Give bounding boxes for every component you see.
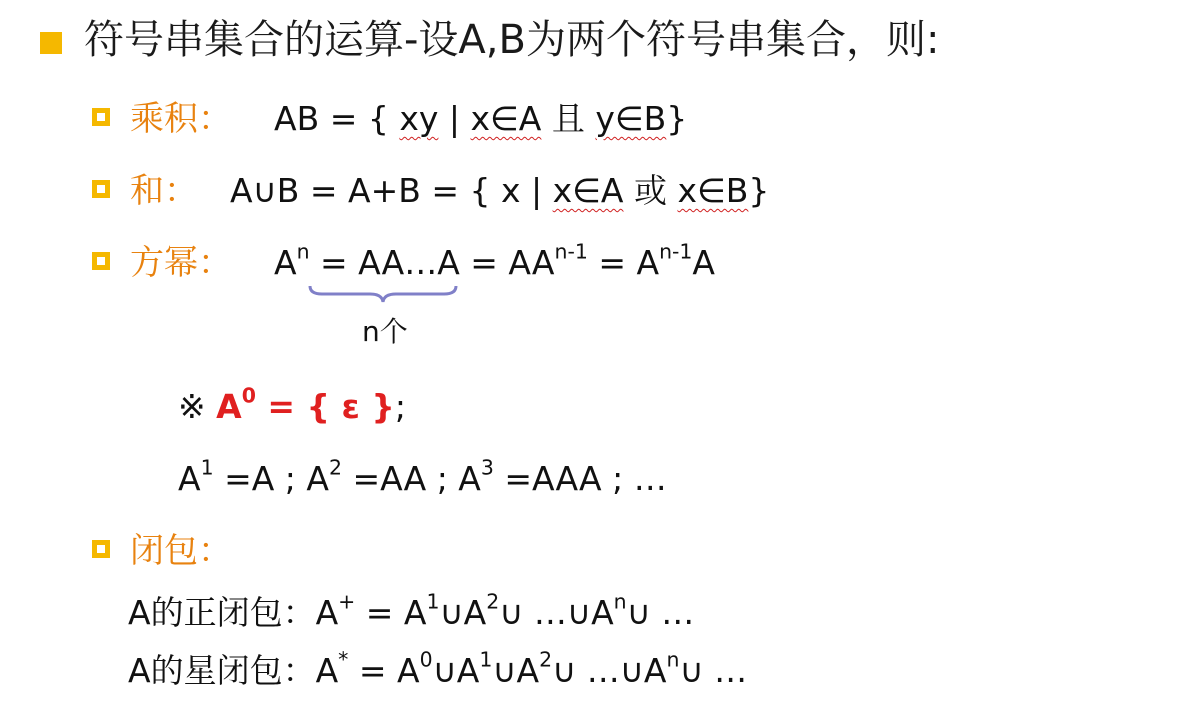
underbrace-icon <box>308 284 458 304</box>
bullet-square-icon <box>40 32 62 54</box>
power-expression: $A^n$ = AA…A = $AA^{n-1} = A^{n-1}A$ <box>274 239 715 282</box>
hollow-square-icon <box>92 540 110 558</box>
union-label: 和： <box>130 171 198 211</box>
product-label: 乘积： <box>130 99 232 139</box>
positive-closure-line: A的正闭包：$A^+ = A^1\cup A^2\cup$ $\dots\cup A^n\cup$ … <box>128 589 695 632</box>
hollow-square-icon <box>92 108 110 126</box>
union-expression: A∪B = A+B = { x | x∈A 或 x∈B} <box>230 171 770 210</box>
brace-note: n个 <box>362 315 408 348</box>
power-examples: $A^1 =A$ ; $A^2 =AA$ ; $A^3 =AAA$ ; … <box>178 455 667 498</box>
closure-label: 闭包： <box>130 531 232 571</box>
hollow-square-icon <box>92 180 110 198</box>
star-closure-line: A的星闭包：$A^* = A^0\cup A^1\cup A^2\cup$ $\dots\cup A^n\cup$ … <box>128 647 748 690</box>
product-expression: AB = { xy | x∈A 且 y∈B} <box>274 99 688 138</box>
power-label: 方幂： <box>130 243 232 283</box>
zero-power-line: ※ $A^0$ = { ε }; <box>178 383 407 426</box>
hollow-square-icon <box>92 252 110 270</box>
slide-title: 符号串集合的运算-设A,B为两个符号串集合，则: <box>84 17 940 63</box>
